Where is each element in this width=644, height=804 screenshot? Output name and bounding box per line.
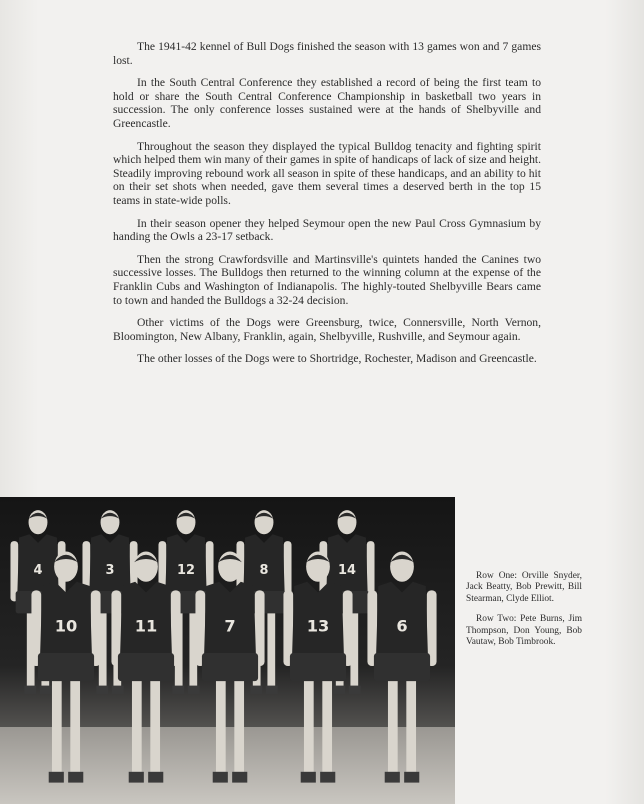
player-leg	[150, 675, 160, 778]
player-leg	[216, 675, 226, 778]
player-shoe	[49, 772, 64, 783]
player-shoe	[320, 772, 335, 783]
paragraph-losses: Then the strong Crawfordsville and Martinsville's quintets handed the Canines two successive losses. The Bulldogs then returned to the winning column at the expense of the Franklin Cubs and Washington of Indianapolis. The highly-touted Shelbyville Bears came to town and handed the Bulldogs a 32-24 decision.	[113, 252, 541, 307]
jersey-number: 8	[259, 562, 269, 578]
player-leg	[52, 675, 62, 778]
player-shorts	[290, 653, 346, 681]
photo-caption	[466, 571, 582, 657]
player-shoe	[266, 686, 278, 695]
player-leg	[388, 675, 398, 778]
player-shoe	[148, 772, 163, 783]
paragraph-other-losses: The other losses of the Dogs were to Shortridge, Rochester, Madison and Greencastle.	[137, 352, 537, 366]
player-leg	[132, 675, 142, 778]
player-leg	[70, 675, 80, 778]
jersey-number: 11	[134, 616, 158, 636]
player-shoe	[232, 772, 247, 783]
player-shoe	[40, 686, 52, 695]
paragraph-victims: Other victims of the Dogs were Greensburg, twice, Connersville, North Vernon, Bloomington, New Albany, Franklin, again, Shelbyville, Rushville, and Seymour again.	[113, 316, 541, 343]
player-leg	[304, 675, 314, 778]
jersey-number: 7	[224, 616, 236, 636]
player-shoe	[385, 772, 400, 783]
player-shoe	[333, 686, 345, 695]
jersey-number: 14	[338, 562, 356, 578]
player-shoe	[349, 686, 361, 695]
jersey-number: 12	[177, 562, 195, 578]
caption-row-one: Row One: Orville Snyder, Jack Beatty, Bob Prewitt, Bill Stearman, Clyde Elliot.	[466, 571, 582, 604]
player-shorts	[38, 653, 94, 681]
player-shoe	[112, 686, 124, 695]
season-summary-text	[113, 40, 541, 375]
jersey-number: 6	[396, 616, 408, 636]
player-shorts	[118, 653, 174, 681]
team-photo	[0, 497, 455, 804]
player-shoe	[213, 772, 228, 783]
player-shoe	[301, 772, 316, 783]
paragraph-conference: In the South Central Conference they established a record of being the first team to hold or share the South Central Conference Championship in basketball two years in succession. The only conference losses sustained were at the hands of Shelbyville and Greencastle.	[113, 76, 541, 130]
player-shoe	[404, 772, 419, 783]
player-shoe	[250, 686, 262, 695]
player-leg	[406, 675, 416, 778]
jersey-number: 13	[306, 616, 330, 636]
player-shorts	[202, 653, 258, 681]
player-shoe	[172, 686, 184, 695]
paragraph-spirit: Throughout the season they displayed the typical Bulldog tenacity and fighting spirit which helped them win many of their games in spite of handicaps of lack of size and height. Steadily improving rebound work all season in spite of these handicaps, and an ability to hit on their set shots when needed, gave them several times a deserved berth in the top 15 teams in state-wide polls.	[113, 139, 541, 207]
player-leg	[267, 608, 275, 690]
caption-row-two: Row Two: Pete Burns, Jim Thompson, Don Young, Bob Vautaw, Bob Timbrook.	[466, 614, 582, 648]
jersey-number: 4	[33, 562, 43, 578]
player-leg	[322, 675, 332, 778]
gym-floor	[0, 727, 455, 804]
player-shorts	[374, 653, 430, 681]
player-shoe	[96, 686, 108, 695]
player-shoe	[188, 686, 200, 695]
jersey-number: 3	[105, 562, 115, 578]
player-leg	[234, 675, 244, 778]
player-shoe	[24, 686, 36, 695]
jersey-number: 10	[54, 616, 78, 636]
player-shoe	[129, 772, 144, 783]
team-photo-illustration	[0, 497, 455, 804]
paragraph-record: The 1941-42 kennel of Bull Dogs finished the season with 13 games won and 7 games lost.	[113, 40, 541, 67]
paragraph-opener: In their season opener they helped Seymour open the new Paul Cross Gymnasium by handing the Owls a 23-17 setback.	[113, 216, 541, 244]
player-shoe	[68, 772, 83, 783]
